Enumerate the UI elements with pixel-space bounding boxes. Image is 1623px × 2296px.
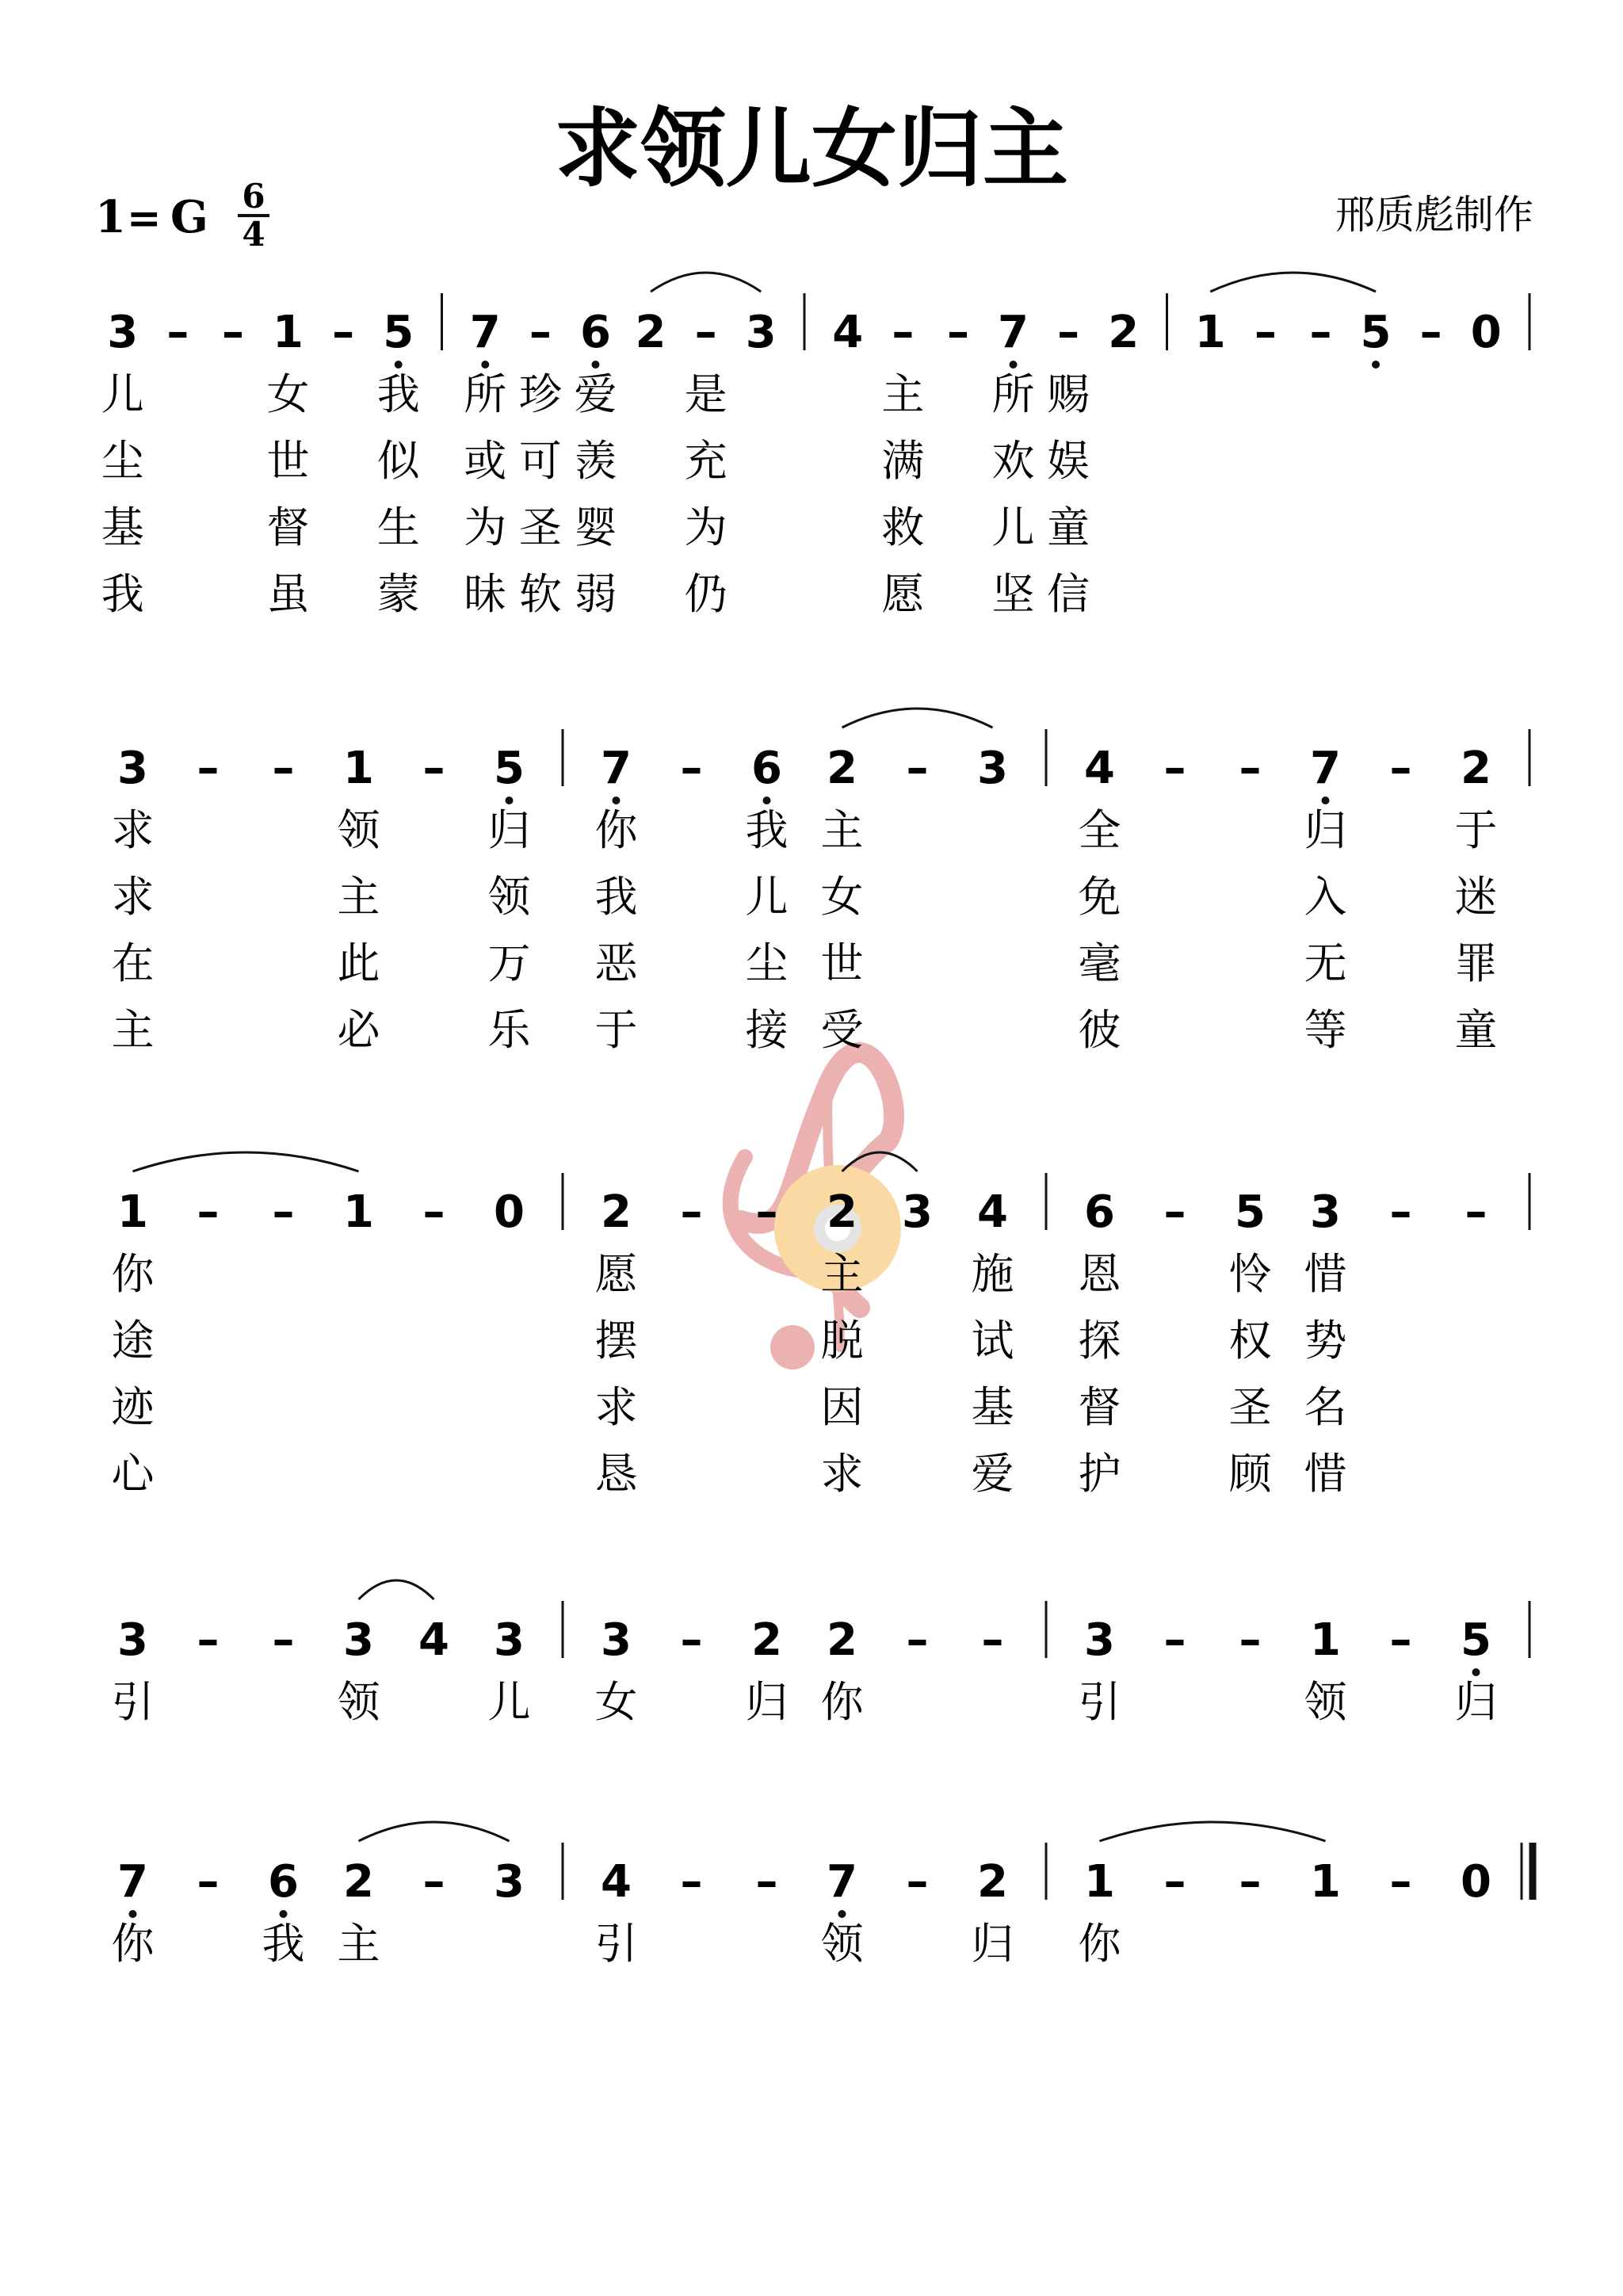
note: 1 — [1084, 1856, 1115, 1908]
lyric-char: 我 — [262, 1919, 305, 1969]
lyric-char: 所 — [464, 369, 507, 419]
tie-slur — [842, 709, 993, 728]
lyric-char: 必 — [337, 1005, 380, 1055]
lyric-char: 昧 — [464, 569, 507, 619]
dash-mark: – — [1239, 1856, 1262, 1908]
verse-1-lyrics — [112, 1677, 1498, 1727]
lyric-char: 求 — [820, 1449, 864, 1499]
lyric-char: 探 — [1078, 1316, 1121, 1366]
song-title: 求领儿女归主 — [554, 99, 1069, 199]
lyric-char: 试 — [971, 1316, 1014, 1366]
lyric-char: 毫 — [1078, 938, 1121, 988]
note: 2 — [635, 307, 666, 358]
note: 2 — [827, 743, 857, 794]
lyric-char: 恩 — [1078, 1249, 1121, 1299]
note: 6 — [579, 307, 611, 358]
octave-dot-below — [481, 361, 489, 369]
verse-1-lyrics — [112, 1249, 1347, 1299]
lyric-char: 求 — [594, 1382, 638, 1432]
lyric-char: 护 — [1078, 1449, 1121, 1499]
octave-dot-below — [1010, 361, 1018, 369]
dash-mark: – — [272, 743, 295, 794]
note: 4 — [418, 1614, 449, 1666]
lyric-char: 爱 — [971, 1449, 1014, 1499]
dash-mark: – — [906, 1614, 929, 1666]
note: 1 — [343, 1186, 374, 1238]
dash-mark: – — [906, 1856, 929, 1908]
note: 1 — [1310, 1856, 1341, 1908]
lyric-char: 蒙 — [376, 569, 420, 619]
note: 7 — [827, 1856, 857, 1908]
dash-mark: – — [946, 307, 969, 358]
lyric-char: 似 — [376, 436, 420, 486]
octave-dot-below — [280, 1910, 288, 1918]
lyric-char: 圣 — [518, 502, 562, 552]
octave-dot-below — [1372, 361, 1380, 369]
lyric-char: 顾 — [1228, 1449, 1272, 1499]
dash-mark: – — [1163, 1856, 1186, 1908]
octave-dot-below — [763, 797, 771, 804]
dash-mark: – — [906, 743, 929, 794]
dash-mark: – — [1163, 1186, 1186, 1238]
lyric-char: 领 — [487, 872, 531, 922]
lyric-char: 归 — [1304, 805, 1347, 855]
lyric-char: 坚 — [991, 569, 1035, 619]
lyric-char: 为 — [684, 502, 727, 552]
dash-mark: – — [755, 1186, 778, 1238]
note: 7 — [1310, 743, 1341, 794]
dash-mark: – — [1254, 307, 1277, 358]
lyric-char: 我 — [376, 369, 420, 419]
lyric-char: 怜 — [1228, 1249, 1272, 1299]
lyric-char: 珍 — [518, 369, 562, 419]
lyric-char: 惜 — [1304, 1449, 1347, 1499]
dash-mark: – — [694, 307, 717, 358]
lyric-char: 彼 — [1078, 1005, 1121, 1055]
lyric-char: 女 — [266, 369, 310, 419]
note: 5 — [1235, 1186, 1266, 1238]
lyric-char: 归 — [971, 1919, 1014, 1969]
note: 3 — [494, 1856, 525, 1908]
lyric-char: 免 — [1078, 872, 1121, 922]
note: 2 — [1108, 307, 1140, 358]
lyric-char: 所 — [991, 369, 1035, 419]
dash-mark: – — [1389, 743, 1412, 794]
dash-mark: – — [272, 1614, 295, 1666]
note: 3 — [117, 743, 148, 794]
octave-dot-below — [591, 361, 599, 369]
dash-mark: – — [1239, 1614, 1262, 1666]
note: 5 — [383, 307, 414, 358]
dash-mark: – — [1239, 743, 1262, 794]
lyric-char: 主 — [337, 872, 380, 922]
lyric-char: 基 — [971, 1382, 1014, 1432]
note: 2 — [827, 1186, 857, 1238]
lyric-char: 儿 — [101, 369, 144, 419]
lyric-char: 弱 — [574, 569, 617, 619]
lyric-char: 儿 — [745, 872, 789, 922]
note: 7 — [998, 307, 1029, 358]
lyric-char: 脱 — [820, 1316, 864, 1366]
dash-mark: – — [1419, 307, 1442, 358]
note: 2 — [1461, 743, 1491, 794]
dash-mark: – — [1465, 1186, 1487, 1238]
lyric-char: 于 — [594, 1005, 638, 1055]
lyric-char: 为 — [464, 502, 507, 552]
note: 0 — [494, 1186, 525, 1238]
note: 1 — [273, 307, 304, 358]
note: 1 — [117, 1186, 148, 1238]
lyric-char: 主 — [111, 1005, 155, 1055]
dash-mark: – — [892, 307, 915, 358]
note: 3 — [117, 1614, 148, 1666]
lyric-char: 软 — [518, 569, 562, 619]
dash-mark: – — [680, 1856, 703, 1908]
lyric-char: 世 — [266, 436, 310, 486]
lyric-char: 赐 — [1047, 369, 1090, 419]
dash-mark: – — [529, 307, 552, 358]
lyric-char: 途 — [111, 1316, 155, 1366]
lyric-char: 我 — [101, 569, 144, 619]
lyric-char: 领 — [1304, 1677, 1347, 1727]
lyric-char: 督 — [1078, 1382, 1121, 1432]
key-signature — [95, 177, 269, 254]
tie-slur — [359, 1822, 510, 1841]
lyric-char: 女 — [594, 1677, 638, 1727]
lyric-char: 可 — [518, 436, 562, 486]
dash-mark: – — [1389, 1856, 1412, 1908]
system-1 — [101, 273, 1529, 619]
lyric-char: 全 — [1078, 805, 1121, 855]
dash-mark: – — [221, 307, 244, 358]
lyric-char: 归 — [487, 805, 531, 855]
lyric-char: 娱 — [1047, 436, 1090, 486]
lyric-char: 入 — [1304, 872, 1347, 922]
dash-mark: – — [1057, 307, 1080, 358]
lyric-char: 主 — [820, 1249, 864, 1299]
lyric-char: 恶 — [594, 938, 638, 988]
lyric-char: 仍 — [684, 569, 727, 619]
lyric-char: 你 — [1078, 1919, 1121, 1969]
key-equals: = — [127, 194, 162, 243]
note: 0 — [1470, 307, 1502, 358]
lyric-char: 尘 — [745, 938, 789, 988]
dash-mark: – — [422, 1856, 445, 1908]
dash-mark: – — [1389, 1186, 1412, 1238]
note: 3 — [977, 743, 1008, 794]
lyric-char: 充 — [684, 436, 727, 486]
lyric-char: 女 — [820, 872, 864, 922]
credit-text: 邢质彪制作 — [1335, 192, 1533, 238]
lyric-char: 尘 — [101, 436, 144, 486]
tie-slur — [133, 1152, 359, 1171]
system-5 — [112, 1822, 1533, 1969]
lyric-char: 迹 — [111, 1382, 155, 1432]
note: 4 — [977, 1186, 1008, 1238]
octave-dot-below — [129, 1910, 137, 1918]
note: 1 — [1310, 1614, 1341, 1666]
lyric-char: 儿 — [487, 1677, 531, 1727]
dash-mark: – — [680, 1614, 703, 1666]
dash-mark: – — [422, 1186, 445, 1238]
lyric-char: 摆 — [594, 1316, 638, 1366]
verse-3-lyrics — [112, 1382, 1347, 1432]
lyric-char: 名 — [1304, 1382, 1347, 1432]
lyric-char: 童 — [1047, 502, 1090, 552]
lyric-char: 你 — [820, 1677, 864, 1727]
lyric-char: 或 — [464, 436, 507, 486]
dash-mark: – — [680, 1186, 703, 1238]
lyric-char: 因 — [820, 1382, 864, 1432]
lyric-char: 虽 — [266, 569, 310, 619]
lyric-char: 生 — [376, 502, 420, 552]
note: 3 — [494, 1614, 525, 1666]
note: 2 — [343, 1856, 374, 1908]
lyric-char: 引 — [594, 1919, 638, 1969]
lyric-char: 主 — [337, 1919, 380, 1969]
dash-mark: – — [197, 1856, 220, 1908]
verse-3-lyrics — [101, 502, 1090, 552]
key-do: 1 — [95, 191, 126, 243]
lyric-char: 施 — [971, 1249, 1014, 1299]
dash-mark: – — [197, 743, 220, 794]
lyric-char: 受 — [820, 1005, 864, 1055]
dash-mark: – — [197, 1186, 220, 1238]
verse-4-lyrics — [101, 569, 1090, 619]
lyric-char: 圣 — [1228, 1382, 1272, 1432]
lyric-char: 你 — [111, 1249, 155, 1299]
octave-dot-below — [506, 797, 514, 804]
lyric-char: 愿 — [881, 569, 925, 619]
note: 2 — [601, 1186, 632, 1238]
octave-dot-below — [838, 1910, 846, 1918]
note: 7 — [117, 1856, 148, 1908]
lyric-char: 儿 — [991, 502, 1035, 552]
lyric-char: 救 — [881, 502, 925, 552]
lyric-char: 求 — [111, 872, 155, 922]
note: 4 — [832, 307, 864, 358]
note: 6 — [1084, 1186, 1115, 1238]
lyric-char: 你 — [594, 805, 638, 855]
note: 0 — [1461, 1856, 1491, 1908]
note: 5 — [1360, 307, 1392, 358]
dash-mark: – — [1163, 743, 1186, 794]
tie-slur — [1210, 273, 1376, 292]
lyric-char: 归 — [1454, 1677, 1498, 1727]
system-2 — [112, 709, 1530, 1055]
lyric-char: 主 — [881, 369, 925, 419]
note: 2 — [827, 1614, 857, 1666]
note: 3 — [1310, 1186, 1341, 1238]
dash-mark: – — [1389, 1614, 1412, 1666]
note: 4 — [601, 1856, 632, 1908]
lyric-char: 等 — [1304, 1005, 1347, 1055]
lyric-char: 迷 — [1454, 872, 1498, 922]
verse-1-lyrics — [101, 369, 1090, 419]
note: 6 — [751, 743, 782, 794]
lyric-char: 万 — [487, 938, 531, 988]
lyric-char: 无 — [1304, 938, 1347, 988]
lyric-char: 满 — [881, 436, 925, 486]
note: 3 — [902, 1186, 933, 1238]
lyric-char: 婴 — [574, 502, 617, 552]
lyric-char: 我 — [594, 872, 638, 922]
dash-mark: – — [272, 1186, 295, 1238]
lyric-char: 此 — [337, 938, 380, 988]
verse-1-lyrics — [112, 1919, 1122, 1969]
note: 5 — [494, 743, 525, 794]
lyric-char: 求 — [111, 805, 155, 855]
lyric-char: 心 — [111, 1449, 155, 1499]
lyric-char: 爱 — [574, 369, 617, 419]
dash-mark: – — [166, 307, 189, 358]
note: 3 — [343, 1614, 374, 1666]
dash-mark: – — [755, 1856, 778, 1908]
note: 1 — [1194, 307, 1226, 358]
lyric-char: 在 — [111, 938, 155, 988]
octave-dot-below — [1322, 797, 1330, 804]
tie-slur — [1100, 1822, 1326, 1841]
note: 5 — [1461, 1614, 1491, 1666]
lyric-char: 是 — [684, 369, 727, 419]
lyric-char: 于 — [1454, 805, 1498, 855]
lyric-char: 督 — [266, 502, 310, 552]
verse-2-lyrics — [112, 872, 1498, 922]
key-tonic: G — [170, 191, 208, 243]
lyric-char: 引 — [1078, 1677, 1121, 1727]
dash-mark: – — [332, 307, 355, 358]
note: 1 — [343, 743, 374, 794]
lyric-char: 权 — [1228, 1316, 1272, 1366]
note: 7 — [601, 743, 632, 794]
lyric-char: 领 — [820, 1919, 864, 1969]
dash-mark: – — [1309, 307, 1332, 358]
note: 3 — [1084, 1614, 1115, 1666]
verse-2-lyrics — [101, 436, 1090, 486]
verse-1-lyrics — [112, 805, 1498, 855]
octave-dot-below — [395, 361, 403, 369]
lyric-char: 童 — [1454, 1005, 1498, 1055]
verse-3-lyrics — [112, 938, 1498, 988]
octave-dot-below — [613, 797, 621, 804]
lyric-char: 你 — [111, 1919, 155, 1969]
lyric-char: 主 — [820, 805, 864, 855]
lyric-char: 罪 — [1454, 938, 1498, 988]
verse-4-lyrics — [112, 1449, 1347, 1499]
time-beats: 6 — [242, 177, 265, 216]
dash-mark: – — [197, 1614, 220, 1666]
dash-mark: – — [981, 1614, 1004, 1666]
verse-2-lyrics — [112, 1316, 1347, 1366]
tie-slur — [359, 1580, 434, 1599]
lyric-char: 势 — [1304, 1316, 1347, 1366]
lyric-char: 羡 — [574, 436, 617, 486]
note: 3 — [601, 1614, 632, 1666]
note: 3 — [745, 307, 777, 358]
note: 3 — [107, 307, 139, 358]
lyric-char: 归 — [745, 1677, 789, 1727]
note: 4 — [1084, 743, 1115, 794]
lyric-char: 恳 — [594, 1449, 638, 1499]
note: 2 — [751, 1614, 782, 1666]
lyric-char: 惜 — [1304, 1249, 1347, 1299]
lyric-char: 乐 — [487, 1005, 531, 1055]
dash-mark: – — [1163, 1614, 1186, 1666]
note: 6 — [268, 1856, 299, 1908]
lyric-char: 引 — [111, 1677, 155, 1727]
verse-4-lyrics — [112, 1005, 1498, 1055]
lyric-char: 信 — [1047, 569, 1090, 619]
tie-slur — [651, 273, 761, 292]
lyric-char: 愿 — [594, 1249, 638, 1299]
lyric-char: 接 — [745, 1005, 789, 1055]
note: 2 — [977, 1856, 1008, 1908]
lyric-char: 领 — [337, 1677, 380, 1727]
octave-dot-below — [1472, 1668, 1480, 1676]
lyric-char: 基 — [101, 502, 144, 552]
lyric-char: 领 — [337, 805, 380, 855]
time-unit: 4 — [242, 215, 265, 254]
note: 7 — [469, 307, 501, 358]
lyric-char: 我 — [745, 805, 789, 855]
system-4 — [112, 1580, 1530, 1727]
lyric-char: 世 — [820, 938, 864, 988]
dash-mark: – — [422, 743, 445, 794]
lyric-char: 欢 — [991, 436, 1035, 486]
dash-mark: – — [680, 743, 703, 794]
